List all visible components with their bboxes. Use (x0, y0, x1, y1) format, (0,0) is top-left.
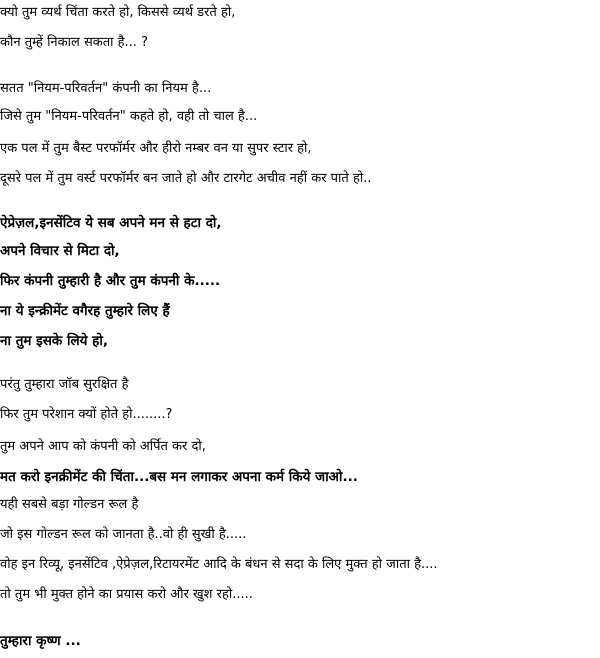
text-line: अपने विचार से मिटा दो, (0, 243, 120, 259)
text-line: ना तुम इसके लिये हो, (0, 333, 108, 349)
text-line: एक पल में तुम बैस्ट परफॉर्मर और हीरो नम्बर वन या सुपर स्टार हो, (0, 141, 312, 156)
text-line: यही सबसे बड़ा गोल्डन रूल है (0, 497, 139, 512)
text-line: तो तुम भी मुक्त होने का प्रयास करो और खुश रहो..... (0, 587, 253, 602)
signature-line: तुम्हारा कृष्ण ... (0, 633, 81, 649)
text-line: सतत "नियम-परिवर्तन" कंपनी का नियम है... (0, 81, 212, 96)
text-line: फिर कंपनी तुम्हारी है और तुम कंपनी के..... (0, 273, 221, 289)
text-line: दूसरे पल में तुम वर्स्ट परफॉर्मर बन जाते हो और टारगेट अचीव नहीं कर पाते हो.. (0, 171, 372, 186)
text-line: क्यो तुम व्यर्थ चिंता करते हो, किससे व्यर्थ डरते हो, (0, 5, 236, 20)
text-line: फिर तुम परेशान क्यों होते हो........? (0, 407, 173, 422)
text-line: परंतु तुम्हारा जॉब सुरक्षित है (0, 377, 129, 392)
text-line: वोह इन रिव्यू, इनसेंटिव ,ऐप्रेज़ल,रिटायरमेंट आदि के बंधन से सदा के लिए मुक्त हो जाता है.... (0, 557, 438, 572)
text-line: ऐप्रेज़ल,इनसेंटिव ये सब अपने मन से हटा दो, (0, 215, 222, 231)
text-line: जिसे तुम "नियम-परिवर्तन" कहते हो, वही तो चाल है... (0, 109, 258, 124)
text-line: जो इस गोल्डन रूल को जानता है..वो ही सुखी है..... (0, 527, 247, 542)
text-line: मत करो इनक्रीमेंट की चिंता...बस मन लगाकर अपना कर्म किये जाओ... (0, 469, 358, 485)
text-line: कौन तुम्हें निकाल सकता है... ? (0, 35, 148, 50)
text-line: ना ये इन्क्रीमेंट वगैरह तुम्हारे लिए हैं (0, 303, 170, 319)
text-line: तुम अपने आप को कंपनी को अर्पित कर दो, (0, 439, 206, 454)
